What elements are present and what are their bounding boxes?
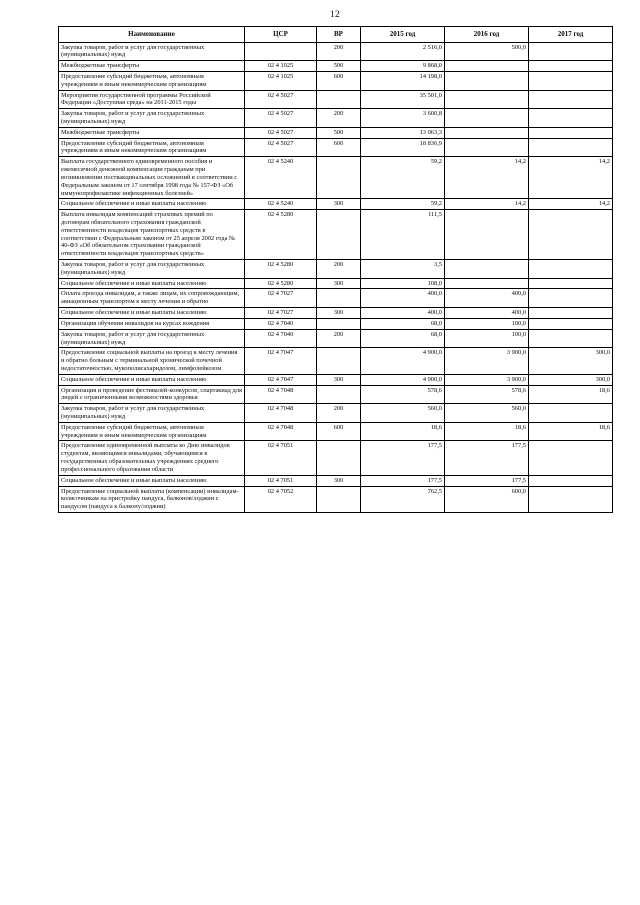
cell-year-2016: 400,0: [445, 289, 529, 308]
table-row: [59, 348, 613, 374]
table-row: [59, 71, 613, 90]
cell-year-2017: [529, 260, 613, 279]
cell-year-2015: 177,5: [361, 441, 445, 475]
column-header-year-2015: 2015 год: [361, 27, 445, 43]
cell-year-2015: 59,2: [361, 157, 445, 199]
cell-name: Предоставление субсидий бюджетным, автономным учреждениям и иным некоммерческим организациям: [59, 138, 245, 157]
cell-year-2016: 500,0: [445, 42, 529, 61]
cell-year-2017: [529, 404, 613, 423]
cell-vr: [317, 157, 361, 199]
cell-year-2015: 177,5: [361, 475, 445, 486]
cell-csr: 02 4 5027: [245, 138, 317, 157]
cell-year-2017: [529, 210, 613, 260]
cell-year-2017: [529, 278, 613, 289]
cell-vr: 600: [317, 138, 361, 157]
cell-name: Предоставление социальной выплаты на проезд к месту лечения и обратно больным с терминальной хронической почечной недостаточностью, мукополисахаридозом, лимфолейкозом: [59, 348, 245, 374]
cell-csr: 02 4 7027: [245, 308, 317, 319]
cell-csr: 02 4 7027: [245, 289, 317, 308]
table-row: [59, 441, 613, 475]
cell-year-2015: 18 836,9: [361, 138, 445, 157]
cell-csr: 02 4 7040: [245, 318, 317, 329]
cell-name: Закупка товаров, работ и услуг для государственных (муниципальных) нужд: [59, 42, 245, 61]
table-row: [59, 422, 613, 441]
cell-year-2017: [529, 441, 613, 475]
cell-vr: 200: [317, 404, 361, 423]
column-header-csr: ЦСР: [245, 27, 317, 43]
cell-year-2016: 578,6: [445, 385, 529, 404]
cell-year-2017: [529, 127, 613, 138]
cell-vr: [317, 348, 361, 374]
cell-vr: [317, 441, 361, 475]
cell-year-2015: 4 900,0: [361, 348, 445, 374]
cell-year-2016: 14,2: [445, 157, 529, 199]
table-row: [59, 289, 613, 308]
table-row: [59, 374, 613, 385]
cell-year-2017: [529, 318, 613, 329]
cell-year-2016: [445, 210, 529, 260]
cell-name: Выплата государственного единовременного пособия и ежемесячной денежной компенсации гражданам при возникновении поствакцинальных осложнений в соответствии с Федеральным законом от 17 сентября 1998 года № 157-ФЗ «Об иммунопрофилактике инфекционных болезней»: [59, 157, 245, 199]
cell-csr: 02 4 7048: [245, 385, 317, 404]
cell-vr: 600: [317, 422, 361, 441]
cell-vr: 300: [317, 374, 361, 385]
cell-year-2015: 9 868,0: [361, 61, 445, 72]
table-row: [59, 475, 613, 486]
table-row: [59, 90, 613, 109]
cell-year-2015: 3,5: [361, 260, 445, 279]
cell-year-2017: [529, 289, 613, 308]
cell-vr: 300: [317, 278, 361, 289]
cell-year-2015: 111,5: [361, 210, 445, 260]
cell-year-2015: 108,0: [361, 278, 445, 289]
cell-csr: 02 4 7048: [245, 422, 317, 441]
cell-csr: 02 4 7040: [245, 329, 317, 348]
cell-name: Организация обучения инвалидов на курсах вождения: [59, 318, 245, 329]
cell-name: Социальное обеспечение и иные выплаты населению: [59, 475, 245, 486]
table-header-row: [59, 27, 613, 43]
table-row: [59, 199, 613, 210]
cell-name: Предоставление субсидий бюджетным, автономным учреждениям и иным некоммерческим организациям: [59, 422, 245, 441]
cell-year-2017: [529, 71, 613, 90]
cell-vr: 300: [317, 199, 361, 210]
table-row: [59, 157, 613, 199]
cell-csr: 02 4 1025: [245, 71, 317, 90]
cell-year-2015: 400,0: [361, 289, 445, 308]
cell-year-2015: 578,6: [361, 385, 445, 404]
cell-vr: 500: [317, 61, 361, 72]
table-row: [59, 42, 613, 61]
table-row: [59, 61, 613, 72]
cell-year-2016: [445, 90, 529, 109]
cell-year-2017: [529, 329, 613, 348]
cell-vr: 200: [317, 42, 361, 61]
cell-vr: 200: [317, 329, 361, 348]
cell-year-2017: [529, 61, 613, 72]
table-row: [59, 210, 613, 260]
cell-vr: 500: [317, 127, 361, 138]
budget-table: [58, 26, 613, 513]
cell-year-2016: 18,6: [445, 422, 529, 441]
cell-year-2015: 2 516,0: [361, 42, 445, 61]
cell-year-2015: 14 198,0: [361, 71, 445, 90]
cell-year-2015: 68,0: [361, 329, 445, 348]
cell-csr: 02 4 7051: [245, 441, 317, 475]
cell-name: Закупка товаров, работ и услуг для государственных (муниципальных) нужд: [59, 329, 245, 348]
cell-year-2016: 560,0: [445, 404, 529, 423]
cell-vr: [317, 210, 361, 260]
table-row: [59, 404, 613, 423]
cell-name: Предоставление социальной выплаты (компенсации) инвалидам-колясочникам на пристройку пандуса, балконов/лоджии с пандусом (пандуса к балкону/лоджии): [59, 486, 245, 512]
cell-csr: 02 4 5240: [245, 157, 317, 199]
cell-year-2016: [445, 109, 529, 128]
cell-year-2016: [445, 71, 529, 90]
cell-csr: 02 4 5280: [245, 260, 317, 279]
cell-csr: 02 4 7052: [245, 486, 317, 512]
cell-year-2017: [529, 486, 613, 512]
cell-name: Закупка товаров, работ и услуг для государственных (муниципальных) нужд: [59, 404, 245, 423]
cell-year-2016: 177,5: [445, 441, 529, 475]
cell-vr: [317, 486, 361, 512]
cell-year-2017: [529, 42, 613, 61]
cell-name: Мероприятия государственной программы Российской Федерации «Доступная среда» на 2011-2015 годы: [59, 90, 245, 109]
cell-csr: 02 4 5027: [245, 90, 317, 109]
table-body: [59, 42, 613, 512]
table-row: [59, 127, 613, 138]
table-row: [59, 308, 613, 319]
cell-year-2017: [529, 109, 613, 128]
cell-year-2016: 3 900,0: [445, 348, 529, 374]
cell-year-2017: [529, 90, 613, 109]
cell-csr: 02 4 7047: [245, 374, 317, 385]
column-header-vr: ВР: [317, 27, 361, 43]
cell-year-2017: 18,6: [529, 422, 613, 441]
column-header-year-2016: 2016 год: [445, 27, 529, 43]
cell-year-2016: 100,0: [445, 318, 529, 329]
cell-vr: [317, 385, 361, 404]
cell-csr: 02 4 7047: [245, 348, 317, 374]
cell-csr: 02 4 5240: [245, 199, 317, 210]
cell-year-2015: 762,5: [361, 486, 445, 512]
cell-year-2016: 3 900,0: [445, 374, 529, 385]
table-row: [59, 318, 613, 329]
cell-year-2017: 14,2: [529, 157, 613, 199]
table-row: [59, 329, 613, 348]
cell-year-2015: 3 600,8: [361, 109, 445, 128]
cell-name: Социальное обеспечение и иные выплаты населению: [59, 278, 245, 289]
cell-name: Предоставление субсидий бюджетным, автономным учреждениям и иным некоммерческим организациям: [59, 71, 245, 90]
cell-year-2016: [445, 278, 529, 289]
table-row: [59, 385, 613, 404]
cell-year-2016: [445, 127, 529, 138]
cell-year-2016: [445, 61, 529, 72]
cell-year-2017: 300,0: [529, 348, 613, 374]
cell-name: Социальное обеспечение и иные выплаты населению: [59, 199, 245, 210]
cell-vr: [317, 318, 361, 329]
cell-year-2015: 560,0: [361, 404, 445, 423]
cell-vr: 200: [317, 109, 361, 128]
cell-vr: [317, 90, 361, 109]
column-header-name: Наименование: [59, 27, 245, 43]
cell-year-2015: 13 063,3: [361, 127, 445, 138]
cell-name: Закупка товаров, работ и услуг для государственных (муниципальных) нужд: [59, 109, 245, 128]
cell-year-2016: 100,0: [445, 329, 529, 348]
cell-csr: 02 4 5027: [245, 127, 317, 138]
cell-year-2017: [529, 308, 613, 319]
cell-name: Организация и проведение фестивалей-конкурсов, спартакиад для людей с ограниченными возможностями здоровья: [59, 385, 245, 404]
cell-year-2016: [445, 260, 529, 279]
cell-csr: 02 4 5280: [245, 278, 317, 289]
cell-year-2016: 600,0: [445, 486, 529, 512]
cell-year-2015: 68,0: [361, 318, 445, 329]
cell-name: Закупка товаров, работ и услуг для государственных (муниципальных) нужд: [59, 260, 245, 279]
cell-name: Оплата проезда инвалидам, а также лицам, их сопровождающим, авиационным транспортом к месту лечения и обратно: [59, 289, 245, 308]
cell-csr: 02 4 7048: [245, 404, 317, 423]
table-row: [59, 278, 613, 289]
cell-year-2017: 300,0: [529, 374, 613, 385]
cell-year-2015: 400,0: [361, 308, 445, 319]
cell-year-2017: [529, 138, 613, 157]
page-number: 12: [330, 10, 340, 20]
cell-name: Межбюджетные трансферты: [59, 127, 245, 138]
cell-csr: 02 4 5280: [245, 210, 317, 260]
cell-name: Межбюджетные трансферты: [59, 61, 245, 72]
cell-vr: 600: [317, 71, 361, 90]
cell-year-2015: 35 501,0: [361, 90, 445, 109]
cell-name: Социальное обеспечение и иные выплаты населению: [59, 374, 245, 385]
cell-csr: 02 4 5027: [245, 109, 317, 128]
cell-year-2016: 14,2: [445, 199, 529, 210]
column-header-year-2017: 2017 год: [529, 27, 613, 43]
cell-vr: [317, 289, 361, 308]
cell-vr: 300: [317, 308, 361, 319]
cell-year-2016: [445, 138, 529, 157]
cell-year-2016: 400,0: [445, 308, 529, 319]
cell-year-2015: 59,2: [361, 199, 445, 210]
table-header: [59, 27, 613, 43]
cell-csr: [245, 42, 317, 61]
table-row: [59, 109, 613, 128]
cell-vr: 300: [317, 475, 361, 486]
cell-year-2015: 18,6: [361, 422, 445, 441]
cell-year-2016: 177,5: [445, 475, 529, 486]
cell-year-2017: 18,6: [529, 385, 613, 404]
table-row: [59, 138, 613, 157]
cell-name: Предоставление единовременной выплаты ко Дню инвалидов студентам, являющимся инвалидами, обучающимся в государственных образовательных учреждениях среднего профессионального образования области: [59, 441, 245, 475]
cell-name: Выплата инвалидам компенсаций страховых премий по договорам обязательного страхования гражданской ответственности владельцев транспортных средств в соответствии с Федеральным законом от 25 апреля 2002 года № 40-ФЗ «Об обязательном страховании гражданской ответственности владельцев транспортных средств»: [59, 210, 245, 260]
cell-vr: 200: [317, 260, 361, 279]
cell-name: Социальное обеспечение и иные выплаты населению: [59, 308, 245, 319]
cell-year-2015: 4 900,0: [361, 374, 445, 385]
cell-csr: 02 4 1025: [245, 61, 317, 72]
cell-year-2017: [529, 475, 613, 486]
cell-csr: 02 4 7051: [245, 475, 317, 486]
table-row: [59, 486, 613, 512]
table-row: [59, 260, 613, 279]
cell-year-2017: 14,2: [529, 199, 613, 210]
